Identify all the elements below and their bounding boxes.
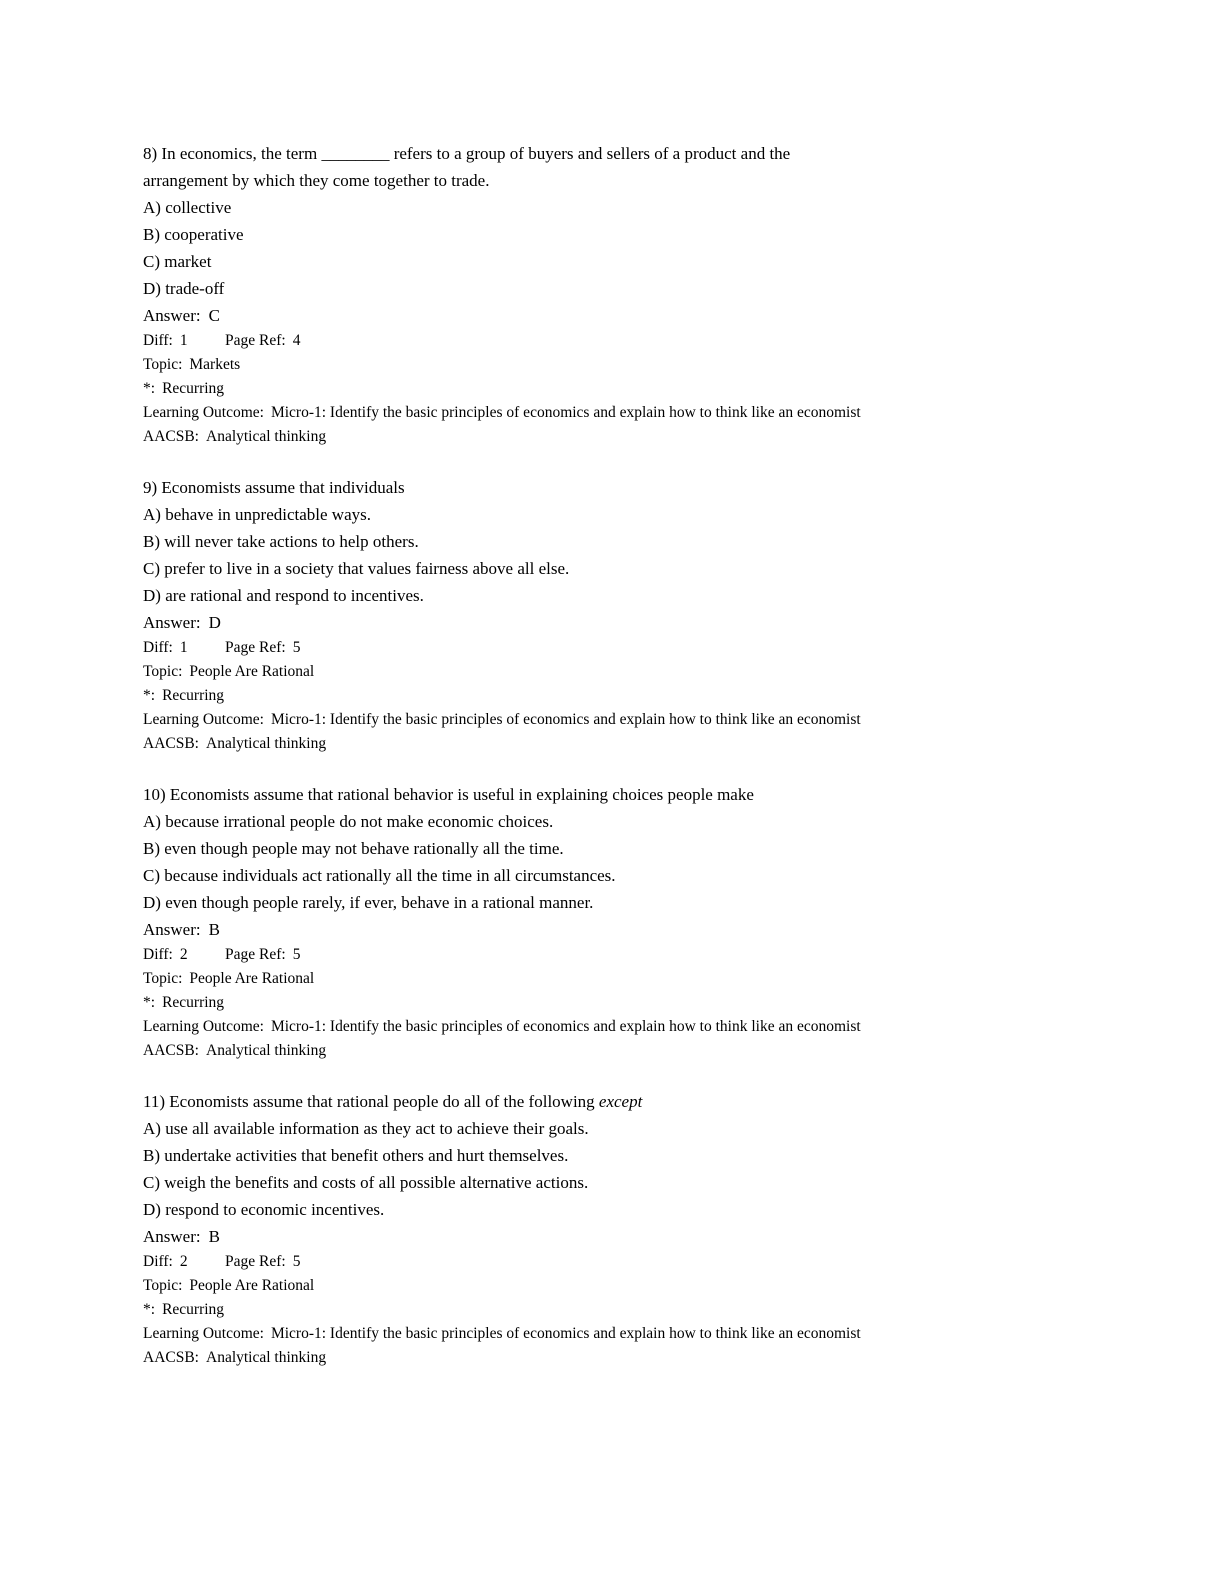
question-stem-text: 10) Economists assume that rational behavior is useful in explaining choices people make — [143, 785, 754, 804]
diff-value: 2 — [179, 1253, 188, 1270]
answer-options — [143, 194, 1164, 302]
diff-label: Diff: — [143, 946, 173, 963]
diff-part — [143, 636, 225, 660]
pageref-part — [225, 332, 300, 349]
aacsb-line — [143, 1039, 1103, 1063]
learning-outcome-line — [143, 1322, 1103, 1346]
answer-option: C) because individuals act rationally all the time in all circumstances. — [143, 866, 616, 885]
answer-line — [143, 302, 1164, 329]
answer-value: C — [208, 306, 220, 325]
topic-value: People Are Rational — [189, 1277, 315, 1294]
topic-line — [143, 1274, 1103, 1298]
diff-pageref-line — [143, 329, 1103, 353]
pageref-value: 5 — [292, 639, 301, 656]
learning-outcome-line — [143, 708, 1103, 732]
star-label: *: — [143, 380, 156, 397]
question-block — [143, 781, 1164, 1063]
learning-outcome-label: Learning Outcome: — [143, 1018, 264, 1035]
answer-option: B) cooperative — [143, 225, 244, 244]
aacsb-value: Analytical thinking — [206, 1349, 327, 1366]
diff-value: 1 — [179, 639, 188, 656]
diff-pageref-line — [143, 1250, 1103, 1274]
diff-pageref-line — [143, 943, 1103, 967]
pageref-label: Page Ref: — [225, 1253, 286, 1270]
topic-value: People Are Rational — [189, 970, 315, 987]
diff-pageref-line — [143, 636, 1103, 660]
question-stem-text: 9) Economists assume that individuals — [143, 478, 405, 497]
diff-label: Diff: — [143, 332, 173, 349]
diff-part — [143, 1250, 225, 1274]
pageref-value: 4 — [292, 332, 301, 349]
learning-outcome-value: Micro-1: Identify the basic principles of economics and explain how to think like an economist — [270, 1325, 861, 1342]
star-value: Recurring — [162, 1301, 225, 1318]
aacsb-label: AACSB: — [143, 1042, 199, 1059]
learning-outcome-value: Micro-1: Identify the basic principles of economics and explain how to think like an economist — [270, 404, 861, 421]
aacsb-line — [143, 425, 1103, 449]
star-line — [143, 684, 1103, 708]
aacsb-line — [143, 1346, 1103, 1370]
star-label: *: — [143, 687, 156, 704]
aacsb-value: Analytical thinking — [206, 1042, 327, 1059]
answer-label: Answer: — [143, 920, 201, 939]
star-value: Recurring — [162, 380, 225, 397]
star-label: *: — [143, 994, 156, 1011]
pageref-label: Page Ref: — [225, 946, 286, 963]
diff-value: 2 — [179, 946, 188, 963]
topic-line — [143, 967, 1103, 991]
pageref-part — [225, 1253, 300, 1270]
star-line — [143, 377, 1103, 401]
answer-line — [143, 916, 1164, 943]
aacsb-label: AACSB: — [143, 735, 199, 752]
question-stem — [143, 1088, 873, 1115]
answer-option: A) because irrational people do not make economic choices. — [143, 812, 554, 831]
topic-label: Topic: — [143, 356, 183, 373]
question-block — [143, 1088, 1164, 1370]
question-stem — [143, 140, 873, 194]
answer-option: D) are rational and respond to incentives. — [143, 586, 424, 605]
diff-label: Diff: — [143, 639, 173, 656]
aacsb-value: Analytical thinking — [206, 428, 327, 445]
answer-option: D) even though people rarely, if ever, behave in a rational manner. — [143, 893, 594, 912]
topic-line — [143, 353, 1103, 377]
answer-options — [143, 501, 1164, 609]
pageref-part — [225, 946, 300, 963]
star-line — [143, 991, 1103, 1015]
answer-options — [143, 1115, 1164, 1223]
question-meta — [143, 943, 1164, 1063]
topic-label: Topic: — [143, 663, 183, 680]
pageref-label: Page Ref: — [225, 332, 286, 349]
star-value: Recurring — [162, 994, 225, 1011]
answer-option: B) undertake activities that benefit others and hurt themselves. — [143, 1146, 569, 1165]
answer-option: A) collective — [143, 198, 232, 217]
question-stem — [143, 474, 873, 501]
topic-label: Topic: — [143, 970, 183, 987]
answer-value: B — [208, 1227, 220, 1246]
star-label: *: — [143, 1301, 156, 1318]
question-block — [143, 474, 1164, 756]
learning-outcome-label: Learning Outcome: — [143, 1325, 264, 1342]
star-line — [143, 1298, 1103, 1322]
question-stem-text: 8) In economics, the term ________ refers to a group of buyers and sellers of a product and the arrangement by which they come together to trade. — [143, 144, 791, 190]
answer-line — [143, 609, 1164, 636]
diff-part — [143, 329, 225, 353]
answer-option: C) prefer to live in a society that values fairness above all else. — [143, 559, 570, 578]
pageref-label: Page Ref: — [225, 639, 286, 656]
answer-label: Answer: — [143, 613, 201, 632]
answer-option: D) respond to economic incentives. — [143, 1200, 385, 1219]
learning-outcome-line — [143, 1015, 1103, 1039]
learning-outcome-line — [143, 401, 1103, 425]
question-list — [143, 140, 1164, 1370]
answer-option: C) market — [143, 252, 212, 271]
aacsb-label: AACSB: — [143, 1349, 199, 1366]
answer-label: Answer: — [143, 306, 201, 325]
diff-label: Diff: — [143, 1253, 173, 1270]
question-block — [143, 140, 1164, 449]
pageref-value: 5 — [292, 946, 301, 963]
answer-option: B) even though people may not behave rationally all the time. — [143, 839, 564, 858]
answer-value: D — [208, 613, 221, 632]
question-stem — [143, 781, 873, 808]
learning-outcome-value: Micro-1: Identify the basic principles of economics and explain how to think like an economist — [270, 711, 861, 728]
pageref-part — [225, 639, 300, 656]
diff-part — [143, 943, 225, 967]
learning-outcome-value: Micro-1: Identify the basic principles of economics and explain how to think like an economist — [270, 1018, 861, 1035]
learning-outcome-label: Learning Outcome: — [143, 404, 264, 421]
answer-options — [143, 808, 1164, 916]
answer-option: A) use all available information as they act to achieve their goals. — [143, 1119, 589, 1138]
topic-value: People Are Rational — [189, 663, 315, 680]
answer-label: Answer: — [143, 1227, 201, 1246]
topic-line — [143, 660, 1103, 684]
question-stem-text: 11) Economists assume that rational people do all of the following — [143, 1092, 599, 1111]
answer-line — [143, 1223, 1164, 1250]
answer-option: D) trade-off — [143, 279, 225, 298]
diff-value: 1 — [179, 332, 188, 349]
learning-outcome-label: Learning Outcome: — [143, 711, 264, 728]
aacsb-label: AACSB: — [143, 428, 199, 445]
aacsb-value: Analytical thinking — [206, 735, 327, 752]
answer-option: A) behave in unpredictable ways. — [143, 505, 371, 524]
question-stem-italic: except — [598, 1092, 643, 1111]
star-value: Recurring — [162, 687, 225, 704]
topic-label: Topic: — [143, 1277, 183, 1294]
topic-value: Markets — [189, 356, 241, 373]
answer-option: B) will never take actions to help others. — [143, 532, 419, 551]
question-meta — [143, 329, 1164, 449]
question-meta — [143, 1250, 1164, 1370]
answer-option: C) weigh the benefits and costs of all possible alternative actions. — [143, 1173, 589, 1192]
aacsb-line — [143, 732, 1103, 756]
pageref-value: 5 — [292, 1253, 301, 1270]
answer-value: B — [208, 920, 220, 939]
question-meta — [143, 636, 1164, 756]
